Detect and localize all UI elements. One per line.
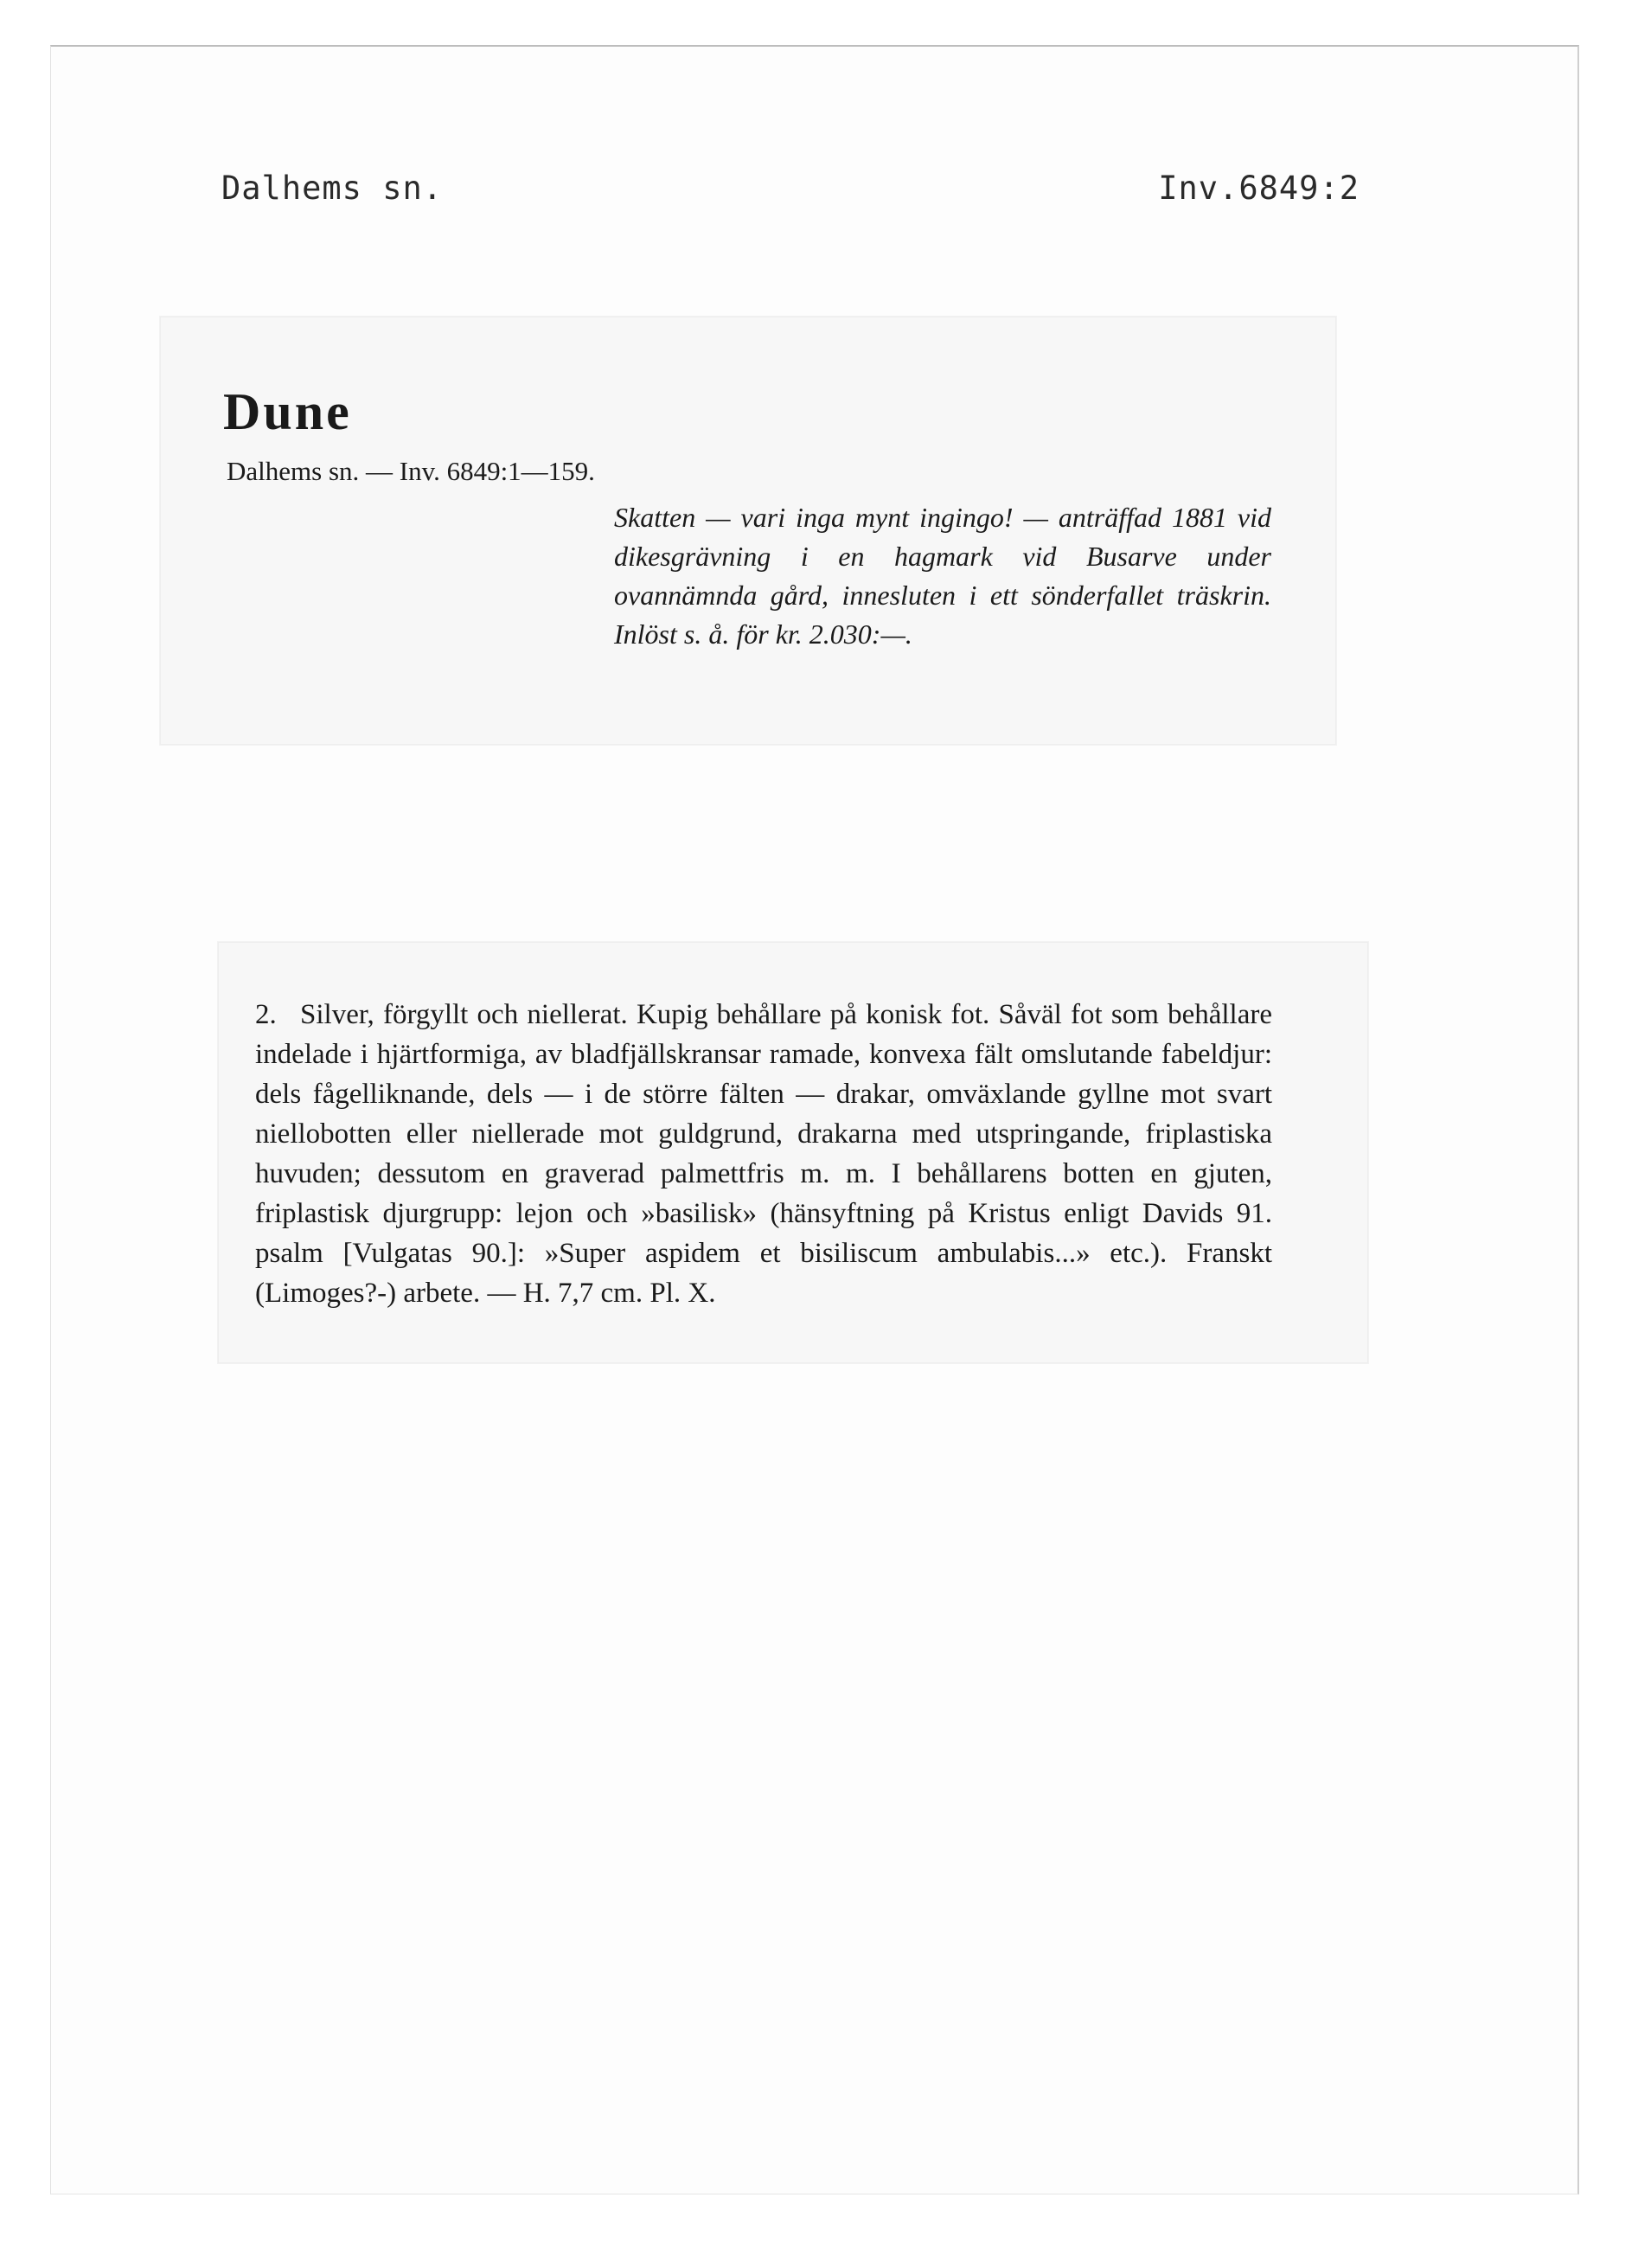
- object-entry: [255, 995, 1272, 1313]
- object-number: 2.: [255, 999, 277, 1030]
- site-reference: Dalhems sn. — Inv. 6849:1—159.: [227, 456, 595, 486]
- find-circumstances-note: Skatten — vari inga mynt ingingo! — anträffad 1881 vid dikesgrävning i en hagmark vid Busarve under ovannämnda gård, innesluten i ett sönderfallet träskrin. Inlöst s. å. för kr. 2.030:—.: [614, 502, 1271, 650]
- clipping-site-description: [160, 317, 1336, 745]
- inventory-number: Inv.6849:2: [1158, 170, 1360, 207]
- site-title: Dune: [223, 383, 352, 440]
- clipping-object-description: [218, 942, 1368, 1363]
- object-description: Silver, förgyllt och niellerat. Kupig behållare på konisk fot. Såväl fot som behållare indelade i hjärtformiga, av bladfjällskransar ramade, konvexa fält omslutande fabeldjur: dels fågelliknande, dels — i de större fälten — drakar, omväxlande gyllne mot svart niellobotten eller niellerade mot guldgrund, drakarna med utspringande, friplastiska huvuden; dessutom en graverad palmettfris m. m. I behållarens botten en gjuten, friplastisk djurgrupp: lejon och »basilisk» (hänsyftning på Kristus enligt Davids 91. psalm [Vulgatas 90.]: »Super aspidem et bisiliscum ambulabis...» etc.). Franskt (Limoges?-) arbete. — H. 7,7 cm. Pl. X.: [255, 999, 1272, 1309]
- parish-header: Dalhems sn.: [221, 170, 444, 207]
